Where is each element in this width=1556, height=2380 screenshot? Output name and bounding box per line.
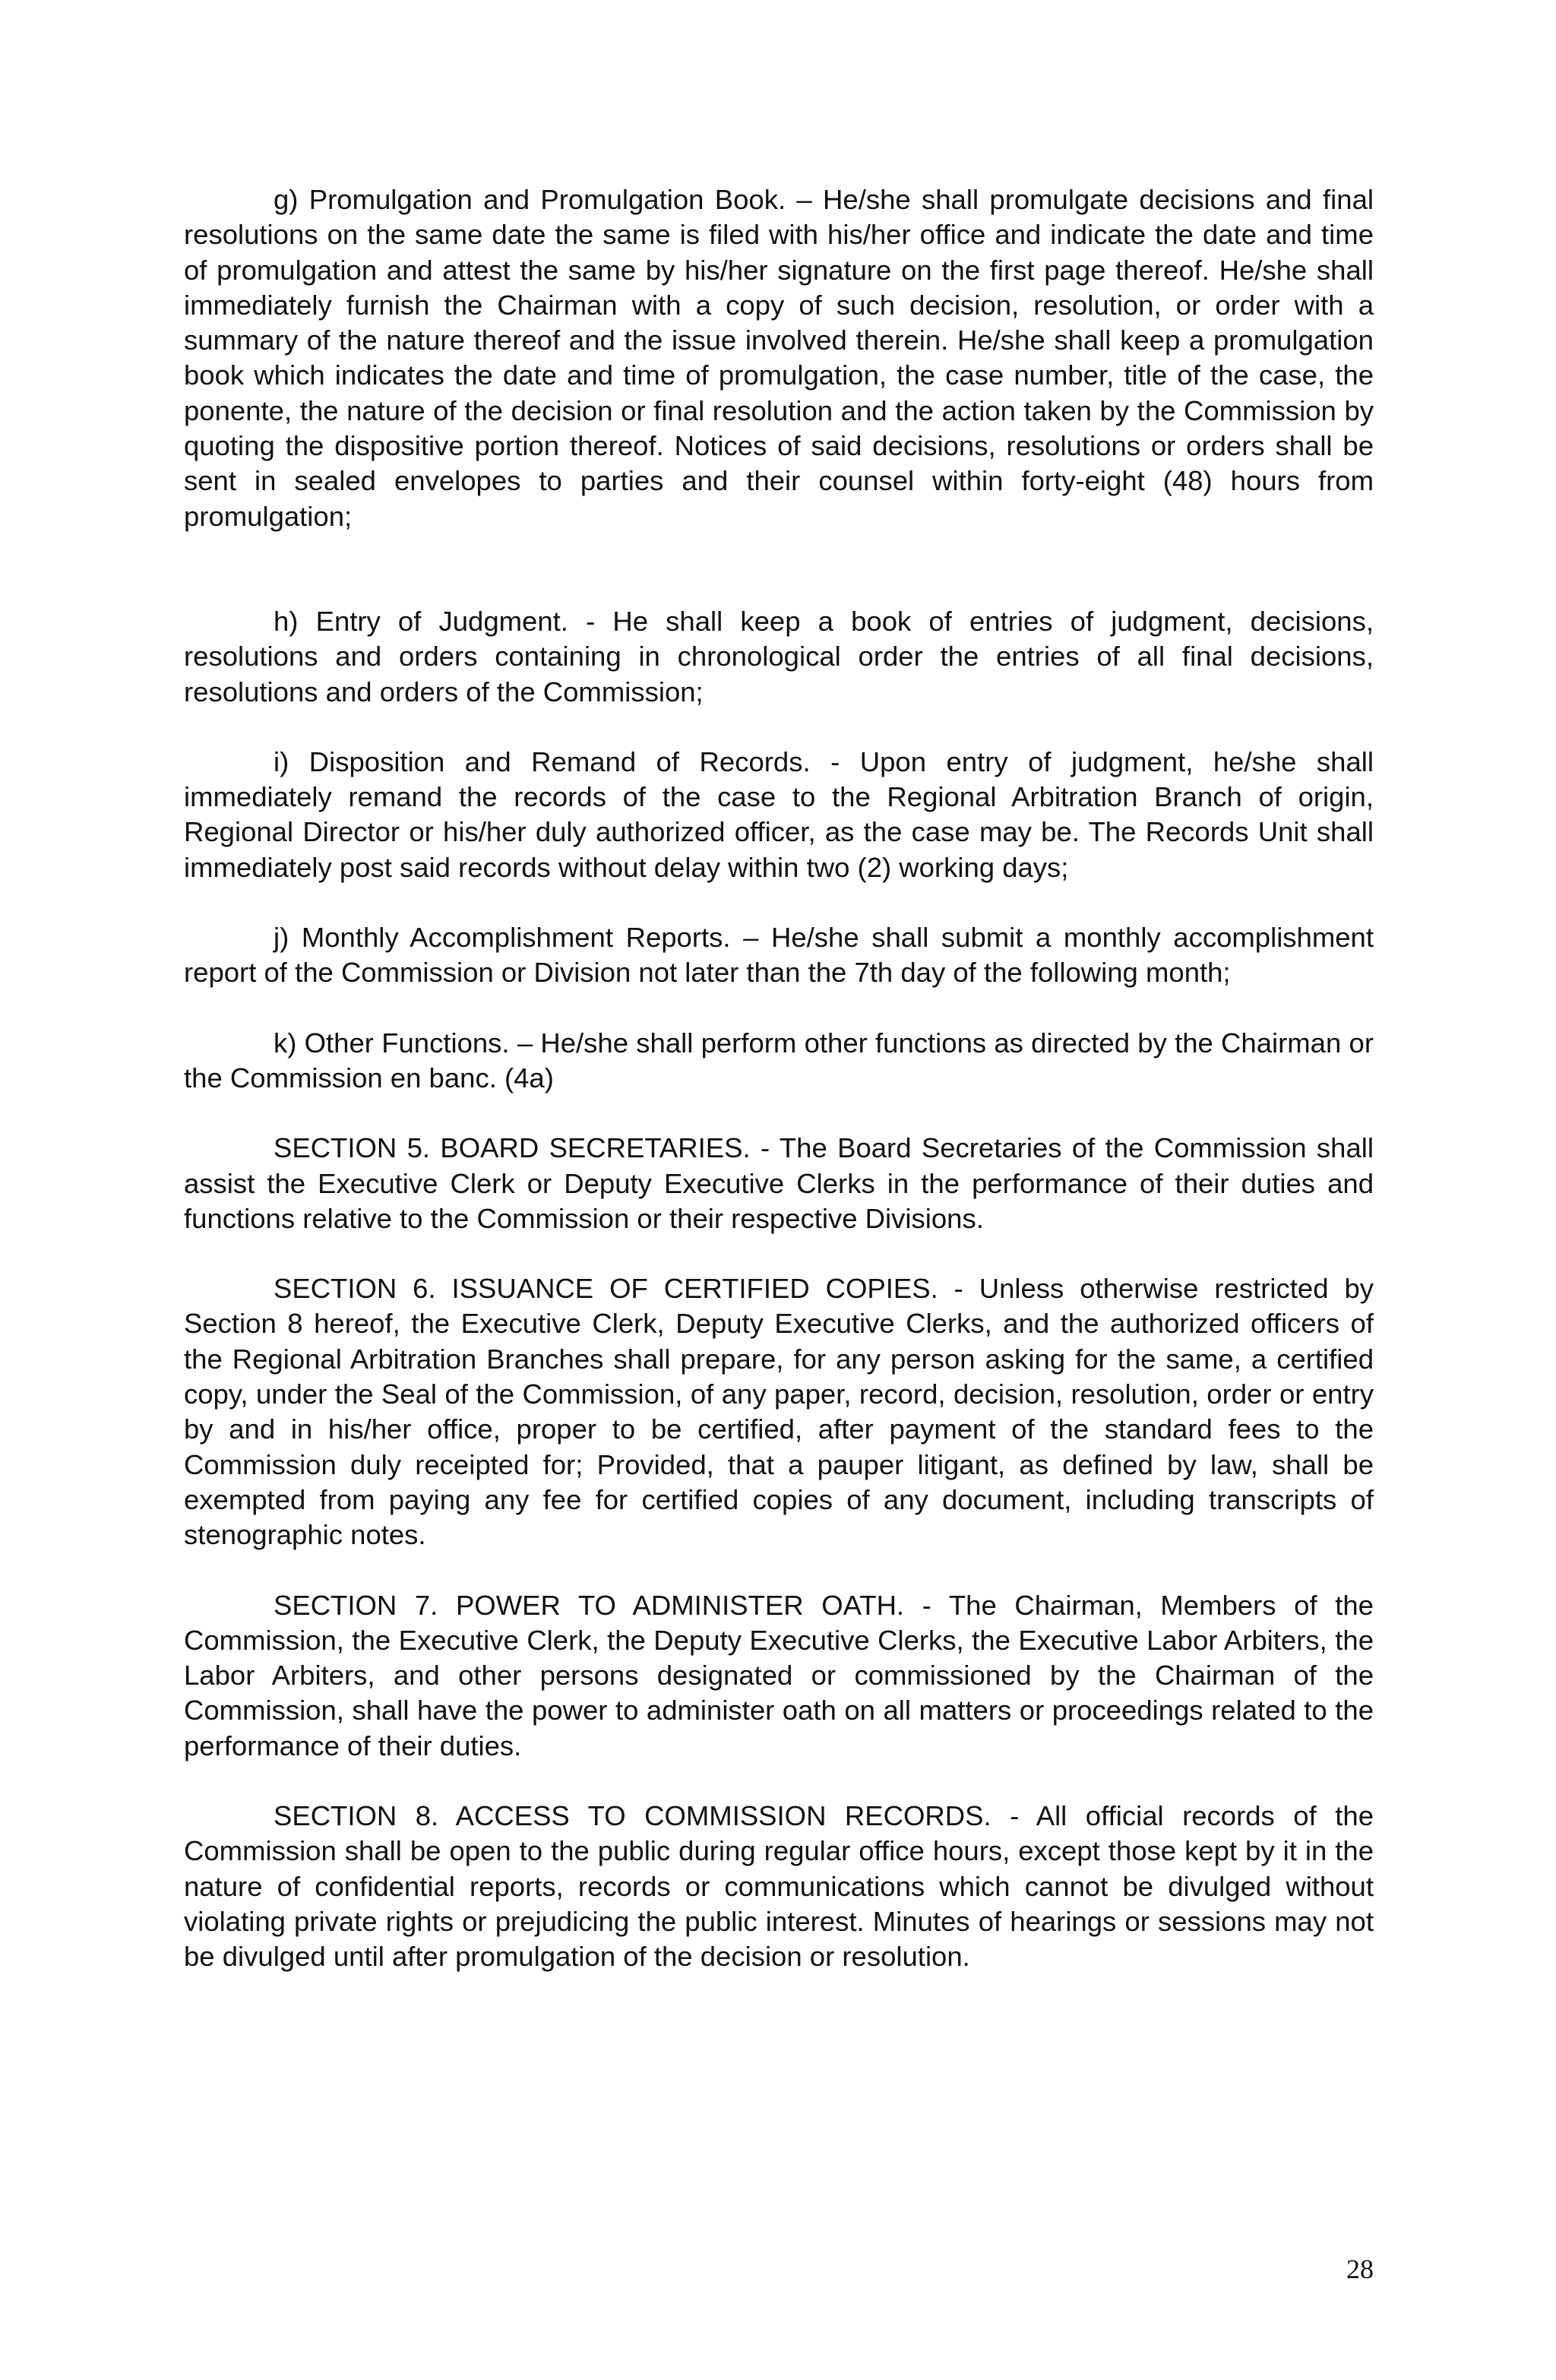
paragraph-section-7: SECTION 7. POWER TO ADMINISTER OATH. - The Chairman, Members of the Commission, the Executive Clerk, the Deputy Executive Clerks, the Executive Labor Arbiters, the Labor Arbiters, and other persons designated or commissioned by the Chairman of the Commission, shall have the power to administer oath on all matters or proceedings related to the performance of their duties. [184, 1589, 1374, 1761]
paragraph-promulgation-book: g) Promulgation and Promulgation Book. – He/she shall promulgate decisions and final resolutions on the same date the same is filed with his/her office and indicate the date and time of promulgation and attest the same by his/her signature on the first page thereof. He/she shall immediately furnish the Chairman with a copy of such decision, resolution, or order with a summary of the nature thereof and the issue involved therein. He/she shall keep a promulgation book which indicates the date and time of promulgation, the case number, title of the case, the ponente, the nature of the decision or final resolution and the action taken by the Commission by quoting the dispositive portion thereof. Notices of said decisions, resolutions or orders shall be sent in sealed envelopes to parties and their counsel within forty-eight (48) hours from promulgation; [184, 184, 1374, 532]
paragraph-entry-of-judgment: h) Entry of Judgment. - He shall keep a book of entries of judgment, decisions, resolutions and orders containing in chronological order the entries of all final decisions, resolutions and orders of the Commission; [184, 605, 1374, 707]
paragraph-disposition-remand: i) Disposition and Remand of Records. - Upon entry of judgment, he/she shall immediately remand the records of the case to the Regional Arbitration Branch of origin, Regional Director or his/her duly authorized officer, as the case may be. The Records Unit shall immediately post said records without delay within two (2) working days; [184, 745, 1374, 883]
paragraph-monthly-reports: j) Monthly Accomplishment Reports. – He/she shall submit a monthly accomplishment report of the Commission or Division not later than the 7th day of the following month; [184, 922, 1374, 989]
paragraph-section-6: SECTION 6. ISSUANCE OF CERTIFIED COPIES. - Unless otherwise restricted by Section 8 hereof, the Executive Clerk, Deputy Executive Clerks, and the authorized officers of the Regional Arbitration Branches shall prepare, for any person asking for the same, a certified copy, under the Seal of the Commission, of any paper, record, decision, resolution, order or entry by and in his/her office, proper to be certified, after payment of the standard fees to the Commission duly receipted for; Provided, that a pauper litigant, as defined by law, shall be exempted from paying any fee for certified copies of any document, including transcripts of stenographic notes. [184, 1273, 1374, 1551]
paragraph-section-5: SECTION 5. BOARD SECRETARIES. - The Board Secretaries of the Commission shall assist the Executive Clerk or Deputy Executive Clerks in the performance of their duties and functions relative to the Commission or their respective Divisions. [184, 1132, 1374, 1234]
paragraph-section-8: SECTION 8. ACCESS TO COMMISSION RECORDS. - All official records of the Commission shall be open to the public during regular office hours, except those kept by it in the nature of confidential reports, records or communications which cannot be divulged without violating private rights or prejudicing the public interest. Minutes of hearings or sessions may not be divulged until after promulgation of the decision or resolution. [184, 1799, 1374, 1973]
page-number: 28 [1346, 2254, 1374, 2284]
document-body [184, 182, 1374, 2009]
paragraph-other-functions: k) Other Functions. – He/she shall perform other functions as directed by the Chairman or the Commission en banc. (4a) [184, 1027, 1374, 1093]
